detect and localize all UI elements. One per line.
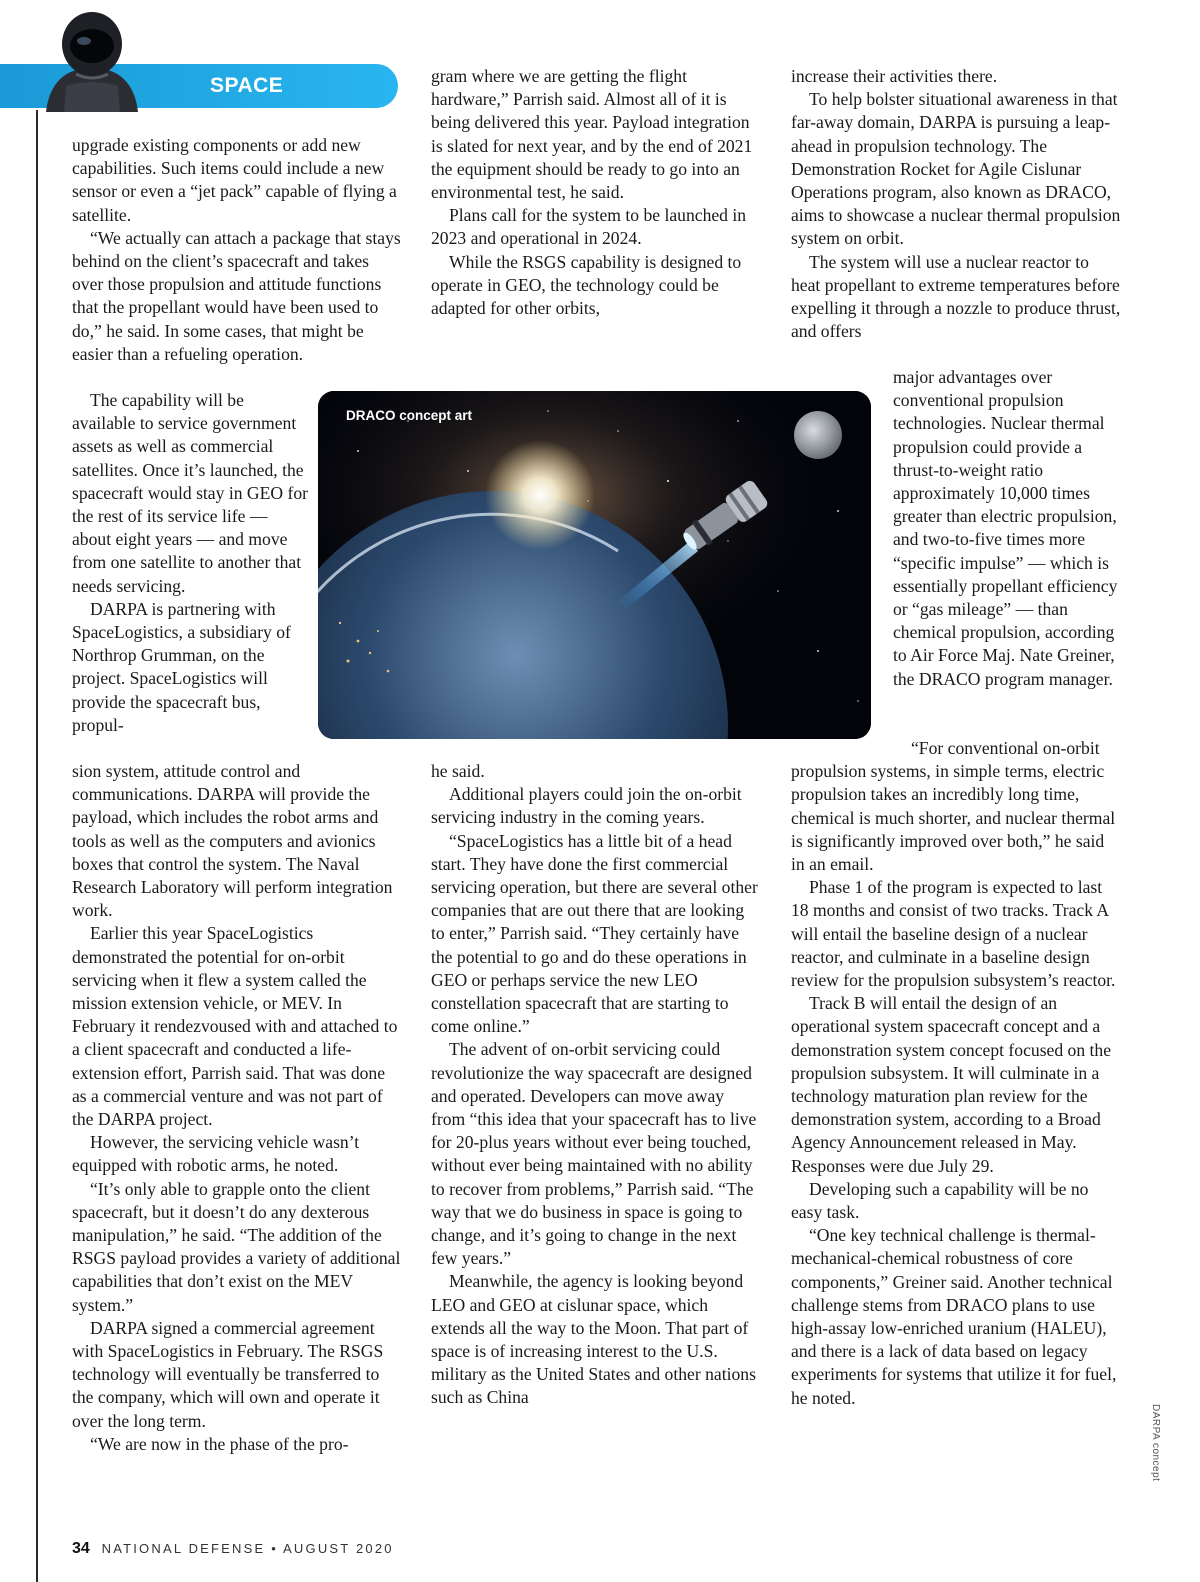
paragraph: Track B will entail the design of an operational system spacecraft concept and a demonstration system concept focused on the propulsion subsystem. It will culminate in a technology maturation plan review for the demonstration system, according to a Broad Agency Announcement released in May. Responses were due July 29. (791, 993, 1112, 1176)
paragraph: To help bolster situational awareness in that far-away domain, DARPA is pursuing a leap-ahead in propulsion technology. The Demonstration Rocket for Agile Cislunar Operations program, also known as DRACO, aims to showcase a nuclear thermal propulsion system on orbit. (791, 89, 1121, 249)
page-number: 34 (72, 1540, 90, 1557)
paragraph: he said. (431, 761, 485, 781)
paragraph: DARPA is partnering with SpaceLogistics, a subsidiary of Northrop Grumman, on the project. SpaceLogistics will provide the spacecraft bus, propul- (72, 598, 291, 735)
astronaut-icon (36, 8, 148, 112)
paragraph: “It’s only able to grapple onto the client spacecraft, but it doesn’t do any dexterous manipulation,” he said. “The addition of the RSGS payload provides a variety of additional capabilities that don’t exist on the MEV system.” (72, 1178, 401, 1315)
draco-concept-image (318, 391, 871, 739)
section-label: SPACE (210, 74, 284, 97)
paragraph: Developing such a capability will be no easy task. (791, 1178, 1089, 1223)
paragraph: “We actually can attach a package that stays behind on the client’s spacecraft and takes over those propulsion and attitude functions that the propellant would have been used to do,” he said. In some cases, that might be easier than a refueling operation. (72, 227, 401, 364)
paragraph: gram where we are getting the flight hardware,” Parrish said. Almost all of it is being delivered this year. Payload integration is slated for next year, and by the end of 2021 the equipment should be ready to go into an environmental test, he said. (431, 66, 753, 203)
column-3-top (791, 65, 1121, 343)
paragraph: increase their activities there. (791, 66, 998, 86)
paragraph: Meanwhile, the agency is looking beyond LEO and GEO at cislunar space, which extends all the way to the Moon. That part of space is of increasing interest to the U.S. military as the United States and other nations such as China (431, 1271, 756, 1408)
paragraph: “One key technical challenge is thermal-mechanical-chemical robustness of core components,” Greiner said. Another technical challenge stems from DRACO plans to use high-assay low-enriched uranium (HALEU), and there is a lack of data based on legacy experiments for systems that utilize it for fuel, he noted. (791, 1225, 1117, 1408)
paragraph: “SpaceLogistics has a little bit of a head start. They have done the first commercial servicing operation, but there are several other companies that are out there that are looking to enter,” Parrish said. “They certainly have the potential to go and do these operations in GEO or perhaps service the new LEO constellation spacecraft that are starting to come online.” (431, 830, 758, 1037)
paragraph: DARPA signed a commercial agreement with SpaceLogistics in February. The RSGS technology will eventually be transferred to the company, which will own and operate it over the long term. (72, 1317, 384, 1431)
photo-credit: DARPA concept (1150, 1404, 1161, 1482)
page-footer (72, 1540, 394, 1558)
paragraph: Earlier this year SpaceLogistics demonstrated the potential for on-orbit servicing when it flew a system called the mission extension vehicle, or MEV. In February it rendezvoused with and attached to a client spacecraft and conducted a life-extension effort, Parrish said. That was done as a commercial venture and was not part of the DARPA project. (72, 923, 398, 1130)
column-2-bottom (431, 760, 761, 1410)
column-1-top (72, 134, 404, 366)
column-1-wrap (72, 389, 308, 737)
paragraph: However, the servicing vehicle wasn’t equipped with robotic arms, he noted. (72, 1132, 360, 1176)
paragraph: The capability will be available to service government assets as well as commercial satellites. Once it’s launched, the spacecraft would stay in GEO for the rest of its service life — about eight years — and move from one satellite to another that needs servicing. (72, 390, 308, 596)
paragraph: Additional players could join the on-orbit servicing industry in the coming years. (431, 784, 742, 828)
paragraph: Plans call for the system to be launched in 2023 and operational in 2024. (431, 205, 747, 249)
paragraph: The advent of on-orbit servicing could revolutionize the way spacecraft are designed and operated. Developers can move away from “this idea that your spacecraft has to live for 20-plus years without ever being touched, without ever being maintained with no ability to recover from problems,” Parrish said. “The way that we do business in space is going to change, and it’s going to change in the next few years.” (431, 1039, 757, 1269)
publication-line: NATIONAL DEFENSE • AUGUST 2020 (101, 1541, 394, 1556)
column-1-bottom (72, 760, 404, 1456)
column-2-top (431, 65, 761, 320)
column-3-bottom (791, 737, 1121, 1410)
column-3-wrap (893, 366, 1121, 691)
paragraph: “We are now in the phase of the pro- (90, 1433, 349, 1454)
left-margin-rule (36, 110, 38, 1582)
paragraph: “For conventional on-orbit propulsion systems, in simple terms, electric propulsion takes an incredibly long time, chemical is much shorter, and nuclear thermal is significantly improved over both,” he said in an email. (791, 738, 1116, 875)
paragraph: The system will use a nuclear reactor to heat propellant to extreme temperatures before expelling it through a nozzle to produce thrust, and offers (791, 251, 1121, 342)
paragraph: upgrade existing components or add new capabilities. Such items could include a new sensor or even a “jet pack” capable of flying a satellite. (72, 135, 397, 225)
figure-caption: DRACO concept art (346, 408, 473, 423)
paragraph: While the RSGS capability is designed to operate in GEO, the technology could be adapted for other orbits, (431, 251, 742, 319)
paragraph: Phase 1 of the program is expected to last 18 months and consist of two tracks. Track A will entail the baseline design of a nuclear reactor, and culminate in a baseline design review for the propulsion subsystem’s reactor. (791, 877, 1116, 991)
space-scene-illustration (318, 391, 871, 739)
paragraph: major advantages over conventional propulsion technologies. Nuclear thermal propulsion could provide a thrust-to-weight ratio approximately 10,000 times greater than electric propulsion, and two-to-five times more “specific impulse” — which is essentially propellant efficiency or “gas mileage” — than chemical propulsion, according to Air Force Maj. Nate Greiner, the DRACO program manager. (893, 367, 1118, 689)
paragraph: sion system, attitude control and communications. DARPA will provide the payload, which includes the robot arms and tools as well as the computers and avionics boxes that control the system. The Naval Research Laboratory will perform integration work. (72, 761, 393, 921)
